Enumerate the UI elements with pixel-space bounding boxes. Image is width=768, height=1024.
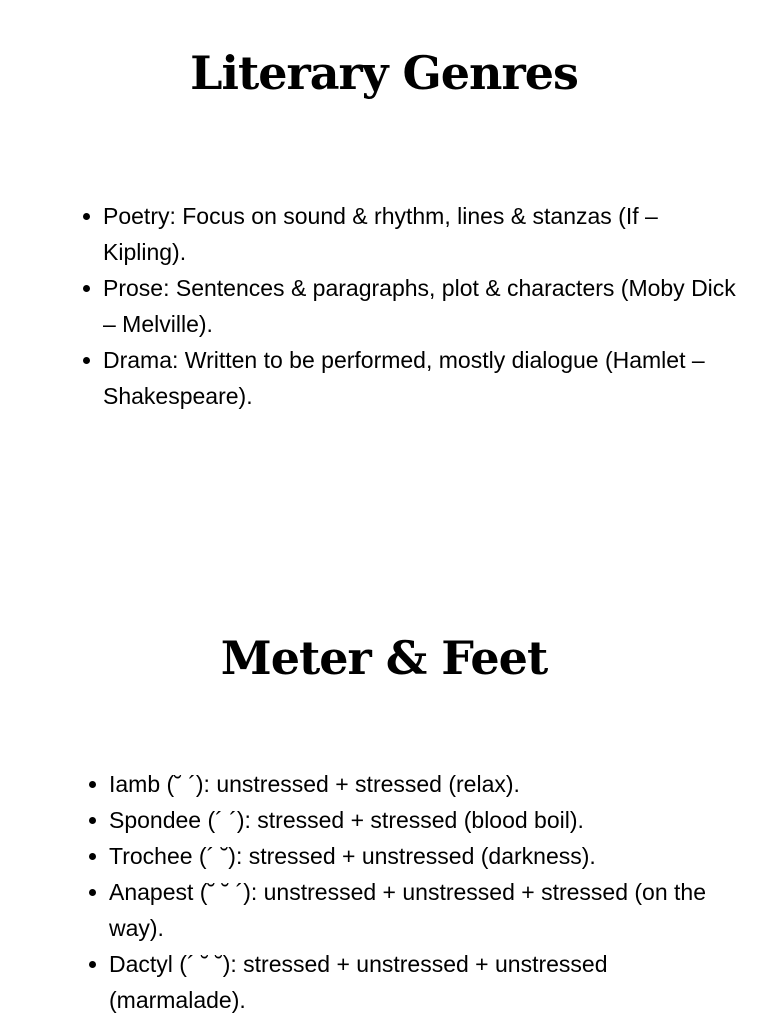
meter-and-feet-list [109,766,749,1018]
list-item-text: Prose: Sentences & paragraphs, plot & characters (Moby Dick – Melville). [103,275,736,337]
literary-genres-list [103,198,743,414]
list-item [103,342,743,414]
list-item [103,270,743,342]
list-item [103,198,743,270]
list-item-text: Trochee (´ ˘): stressed + unstressed (darkness). [109,843,596,869]
bullet-icon [83,285,90,292]
list-item-text: Drama: Written to be performed, mostly dialogue (Hamlet – Shakespeare). [103,347,705,409]
bullet-icon [89,817,96,824]
bullet-icon [89,853,96,860]
bullet-icon [89,961,96,968]
bullet-icon [83,213,90,220]
list-item [109,874,749,946]
list-item-text: Poetry: Focus on sound & rhythm, lines & stanzas (If – Kipling). [103,203,658,265]
list-item-text: Dactyl (´ ˘ ˘): stressed + unstressed + unstressed (marmalade). [109,951,608,1013]
list-item-text: Iamb (˘ ´): unstressed + stressed (relax). [109,771,520,797]
list-item [109,946,749,1018]
section-heading-meter-and-feet: Meter & Feet [220,631,548,685]
list-item [109,802,749,838]
bullet-icon [89,781,96,788]
list-item-text: Anapest (˘ ˘ ´): unstressed + unstressed + stressed (on the way). [109,879,707,941]
list-item-text: Spondee (´ ´): stressed + stressed (blood boil). [109,807,584,833]
section-heading-literary-genres: Literary Genres [190,46,578,100]
list-item [109,838,749,874]
bullet-icon [89,889,96,896]
list-item [109,766,749,802]
bullet-icon [83,357,90,364]
